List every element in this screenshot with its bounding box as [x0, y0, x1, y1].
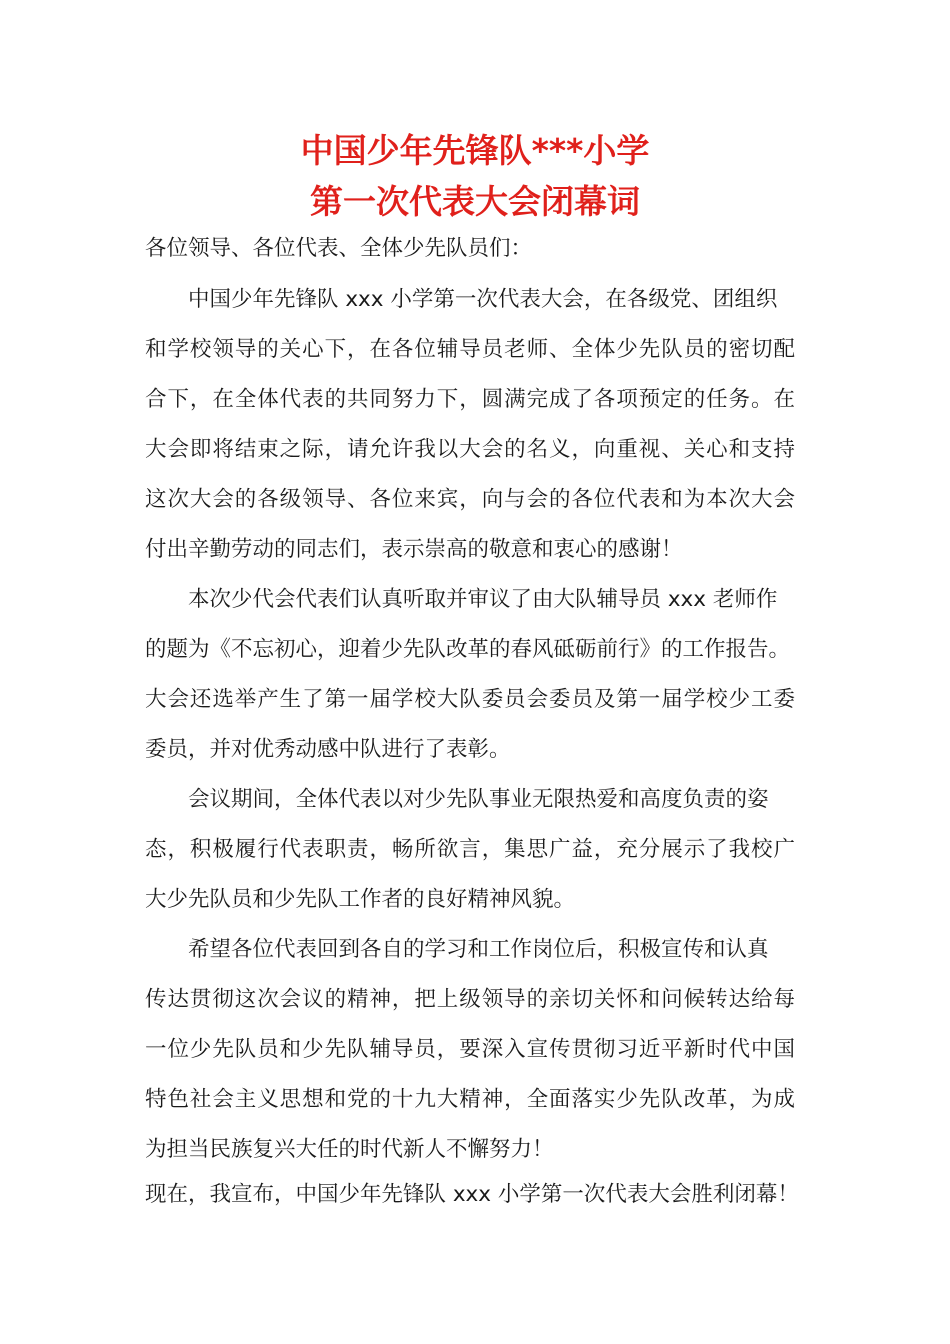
paragraph-1-line: 合下，在全体代表的共同努力下，圆满完成了各项预定的任务。在	[145, 387, 795, 412]
document-title-line-1: 中国少年先锋队***小学	[300, 131, 650, 170]
closing-statement: 现在，我宣布，中国少年先锋队 xxx 小学第一次代表大会胜利闭幕！	[145, 1182, 799, 1207]
paragraph-4-line: 希望各位代表回到各自的学习和工作岗位后，积极宣传和认真	[188, 937, 769, 962]
paragraph-1-line: 大会即将结束之际，请允许我以大会的名义，向重视、关心和支持	[145, 437, 795, 462]
paragraph-3-line: 态，积极履行代表职责，畅所欲言，集思广益，充分展示了我校广	[145, 837, 795, 862]
paragraph-2-line: 委员，并对优秀动感中队进行了表彰。	[145, 737, 511, 762]
paragraph-1-line: 中国少年先锋队 xxx 小学第一次代表大会，在各级党、团组织	[188, 287, 778, 312]
document-title-line-2: 第一次代表大会闭幕词	[310, 182, 640, 221]
paragraph-2-line: 大会还选举产生了第一届学校大队委员会委员及第一届学校少工委	[145, 687, 795, 712]
paragraph-4-line: 为担当民族复兴大任的时代新人不懈努力！	[145, 1137, 554, 1162]
paragraph-1-line: 付出辛勤劳动的同志们，表示崇高的敬意和衷心的感谢！	[145, 537, 683, 562]
paragraph-4-line: 一位少先队员和少先队辅导员，要深入宣传贯彻习近平新时代中国	[145, 1037, 795, 1062]
paragraph-2-line: 本次少代会代表们认真听取并审议了由大队辅导员 xxx 老师作	[188, 587, 778, 612]
salutation: 各位领导、各位代表、全体少先队员们：	[145, 236, 533, 261]
paragraph-4-line: 传达贯彻这次会议的精神，把上级领导的亲切关怀和问候转达给每	[145, 987, 795, 1012]
paragraph-3-line: 大少先队员和少先队工作者的良好精神风貌。	[145, 887, 576, 912]
paragraph-4-line: 特色社会主义思想和党的十九大精神，全面落实少先队改革，为成	[145, 1087, 795, 1112]
paragraph-2-line: 的题为《不忘初心，迎着少先队改革的春风砥砺前行》的工作报告。	[145, 637, 791, 662]
paragraph-1-line: 这次大会的各级领导、各位来宾，向与会的各位代表和为本次大会	[145, 487, 795, 512]
paragraph-1-line: 和学校领导的关心下，在各位辅导员老师、全体少先队员的密切配	[145, 337, 795, 362]
paragraph-3-line: 会议期间，全体代表以对少先队事业无限热爱和高度负责的姿	[188, 787, 769, 812]
